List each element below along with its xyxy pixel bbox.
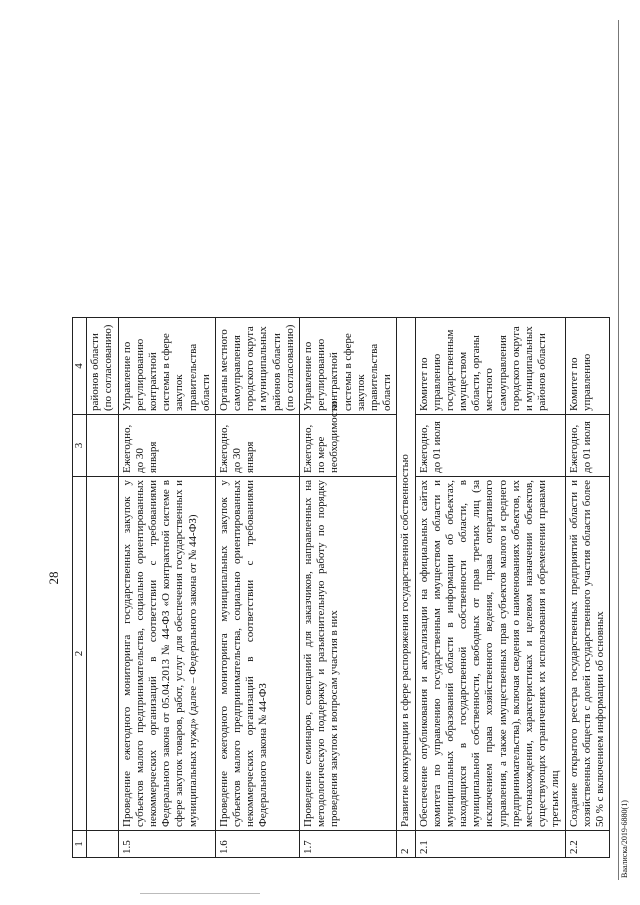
page-number: 28 xyxy=(46,571,61,585)
row-text: Проведение ежегодного мониторинга муниципальных закупок у субъектов малого предпринимательства, социально ориентированных некоммерческих организаций в соответствии с требованиями Федерального закона № 44-ФЗ xyxy=(215,477,299,831)
header-col-1: 1 xyxy=(73,831,87,858)
table-header-row xyxy=(73,318,87,858)
scan-mark xyxy=(140,893,260,894)
document-table xyxy=(72,317,610,858)
row-number: 1.7 xyxy=(300,831,397,858)
row-term: Ежегодно, по мере необходимости xyxy=(300,415,397,477)
row-term: Ежегодно, до 01 июля xyxy=(565,415,610,477)
table-row xyxy=(415,318,565,858)
table-row xyxy=(118,318,215,858)
row-number: 1.5 xyxy=(118,831,215,858)
table-row xyxy=(215,318,299,858)
row-number: 2.2 xyxy=(565,831,610,858)
footer-code: Ваалиска/2019-6880(1) xyxy=(620,800,629,878)
header-col-2: 2 xyxy=(73,477,87,831)
section-number: 2 xyxy=(397,831,415,858)
header-col-3: 3 xyxy=(73,415,87,477)
row-number: 2.1 xyxy=(415,831,565,858)
row-number: 1.6 xyxy=(215,831,299,858)
row-term: Ежегодно, до 01 июля xyxy=(415,415,565,477)
row-responsible: Управление по регулированию контрактной системы в сфере закупок правительства области xyxy=(118,318,215,415)
row-responsible: Комитет по управлению государственным имуществом области, органы местного самоуправления городского округа и муниципальных районов области xyxy=(415,318,565,415)
table-row xyxy=(565,318,610,858)
section-row xyxy=(397,318,415,858)
section-title: Развитие конкуренции в сфере распоряжения государственной собственностью xyxy=(397,318,415,831)
row-responsible: Органы местного самоуправления городского округа и муниципальных районов области (по согласованию) xyxy=(215,318,299,415)
row-responsible: Комитет по управлению xyxy=(565,318,610,415)
row-number xyxy=(87,831,118,858)
row-text xyxy=(87,477,118,831)
scan-margin-line xyxy=(618,20,619,880)
row-text: Проведение семинаров, совещаний для заказчиков, направленных на методологическую поддержку и разъяснительную работу по порядку проведения закупок и вопросам участия в них xyxy=(300,477,397,831)
row-term: Ежегодно, до 30 января xyxy=(118,415,215,477)
header-col-4: 4 xyxy=(73,318,87,415)
row-text: Обеспечение опубликования и актуализации на официальных сайтах комитета по управлению государственным имуществом области и муниципальных образований области в информации об объектах, находящихся в государственной собственности области, в муниципальной собственности, свободных от прав третьих лиц (за исключением права хозяйственного ведения, права оперативного управления, а также имущественных прав субъектов малого и среднего предпринимательства), включая сведения о наименованиях объектов, их местонахождении, характеристиках и целевом назначении объектов, существующих ограничениях их использования и обременении правами третьих лиц xyxy=(415,477,565,831)
row-text: Проведение ежегодного мониторинга государственных закупок у субъектов малого предпринимательства, социально ориентированных некоммерческих организаций в соответствии с требованиями Федерального закона от 05.04.2013 № 44-ФЗ «О контрактной системе в сфере закупок товаров, работ, услуг для обеспечения государственных и муниципальных нужд» (далее – Федерального закона от № 44-ФЗ) xyxy=(118,477,215,831)
row-responsible: районов области (по согласованию) xyxy=(87,318,118,415)
row-text: Создание открытого реестра государственных предприятий области и хозяйственных обществ с долей государственного участия области более 50 % с включением информации об основных xyxy=(565,477,610,831)
row-responsible: Управление по регулированию контрактной системы в сфере закупок правительства области xyxy=(300,318,397,415)
table-row xyxy=(87,318,118,858)
rotated-table-sheet xyxy=(46,38,629,878)
table-row xyxy=(300,318,397,858)
row-term xyxy=(87,415,118,477)
row-term: Ежегодно, до 30 января xyxy=(215,415,299,477)
